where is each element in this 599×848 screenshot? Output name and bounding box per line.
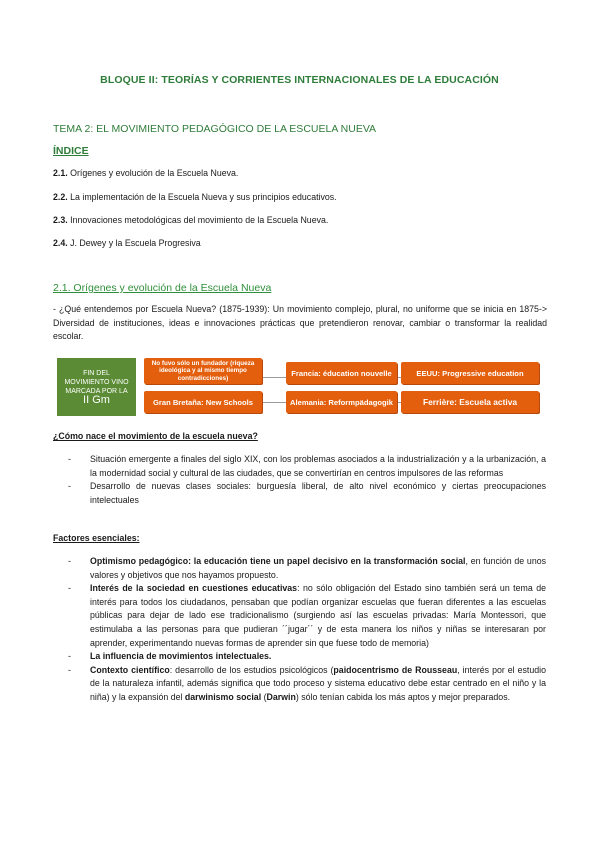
question-heading: ¿Cómo nace el movimiento de la escuela nueva? [53, 431, 258, 441]
block-title: BLOQUE II: TEORÍAS Y CORRIENTES INTERNACIONALES DE LA EDUCACIÓN [100, 74, 499, 86]
factor-bold: paidocentrismo de Rousseau [333, 664, 458, 675]
factor-text: , en función de unos valores y objetivos que nos hayamos propuesto. [90, 556, 547, 580]
index-number: 2.3. [53, 215, 68, 225]
factor-text: : desarrollo de los estudios psicológicos ( [169, 664, 334, 675]
list-item [68, 480, 546, 507]
factors-list [68, 555, 546, 705]
bullet-dash: - [68, 651, 71, 662]
index-number: 2.4. [53, 238, 68, 248]
green-box-line: II Gm [83, 394, 110, 406]
index-text: La implementación de la Escuela Nueva y sus principios educativos. [67, 192, 337, 202]
factor-text: , interés por el estudio de la naturaleza infantil, además significa que todo proceso y sistema educativo debe estar centrado en el niño y la niña) y la expansión del [90, 664, 546, 702]
index-number: 2.2. [53, 192, 68, 202]
bullet-dash: - [68, 556, 71, 566]
factor-bold: Interés de la sociedad en cuestiones educativas [90, 583, 298, 594]
list-item [68, 582, 546, 650]
green-box-line: FIN DEL [83, 370, 110, 377]
list-item [68, 664, 546, 705]
diagram-box-eeuu: EEUU: Progressive education [401, 362, 539, 384]
list-item [68, 650, 546, 664]
diagram-green-box [57, 358, 136, 416]
index-number: 2.1. [53, 168, 68, 178]
diagram-box-francia: Francia: éducation nouvelle [286, 362, 397, 384]
diagram-box-gran-bretana: Gran Bretaña: New Schools [144, 391, 262, 413]
factors-heading: Factores esenciales: [53, 533, 140, 543]
factor-bold: La influencia de movimientos intelectuales. [90, 651, 272, 662]
index-item [53, 238, 201, 248]
index-item [53, 192, 337, 202]
index-item [53, 168, 238, 178]
diagram-box-founder: No fuvo sólo un fundador (riqueza ideológica y al mismo tiempo contradicciones) [144, 358, 262, 384]
factor-text: ) sólo tenían cabida los más aptos y mejor preparados. [295, 691, 511, 702]
factor-text: : no sólo obligación del Estado sino también será un tema de interés para todos los ciudadanos, pensaban que podían organizar escuelas que fueran diferentes a las escuelas públicas para dejar de lado ese tradicionalismo (surgiendo así las escuelas privadas: María Montessori, que estimulaba a las personas para que pudieran ´´jugar´´ y de esta manera los niños y niñas se interesaran por aprender, experimentando nuevas formas de aprender sin que fuese todo de memoria) [90, 583, 546, 648]
list-item [68, 555, 546, 582]
green-box-line: MARCADA POR LA [65, 388, 128, 395]
topic-title: TEMA 2: EL MOVIMIENTO PEDAGÓGICO DE LA ESCUELA NUEVA [53, 123, 377, 135]
factor-bold: Optimismo pedagógico: la educación tiene un papel decisivo en la transformación social [90, 556, 466, 566]
index-item [53, 215, 328, 225]
factor-bold: darwinismo social [184, 691, 262, 702]
index-text: Orígenes y evolución de la Escuela Nueva. [67, 168, 239, 178]
item-text: Situación emergente a finales del siglo XIX, con los problemas asociados a la industrialización y a la urbanización, a la modernidad social y cultural de las ciudades, que se convertirían en centros impulsores de las reformas [90, 454, 546, 478]
bullet-dash: - [68, 454, 71, 464]
origins-diagram [57, 358, 544, 416]
diagram-box-ferriere: Ferrière: Escuela activa [401, 391, 539, 413]
bullet-dash: - [68, 664, 71, 675]
question-list [68, 453, 546, 507]
item-text: Desarrollo de nuevas clases sociales: burguesía liberal, de alto nivel económico y ciertas preocupaciones intelectuales [90, 481, 546, 505]
bullet-dash: - [68, 481, 71, 492]
list-item [68, 453, 546, 480]
factor-bold: Contexto científico [90, 664, 170, 675]
section-heading: 2.1. Orígenes y evolución de la Escuela Nueva [53, 282, 272, 294]
green-box-line: MOVIMIENTO VINO [64, 379, 129, 386]
bullet-dash: - [68, 583, 71, 594]
index-text: Innovaciones metodológicas del movimiento de la Escuela Nueva. [67, 215, 329, 225]
index-text: J. Dewey y la Escuela Progresiva [67, 238, 201, 248]
factor-bold: Darwin [266, 691, 296, 702]
diagram-box-alemania: Alemania: Reformpädagogik [286, 391, 397, 413]
index-heading: ÍNDICE [53, 145, 89, 157]
intro-paragraph: - ¿Qué entendemos por Escuela Nueva? (1875-1939): Un movimiento complejo, plural, no uniforme que se inicia en 1875-> Diversidad de instituciones, ideas e innovaciones prácticas que pretendieron renovar, cambiar o transformar la realidad escolar. [53, 304, 547, 342]
factor-text: ( [261, 691, 267, 702]
